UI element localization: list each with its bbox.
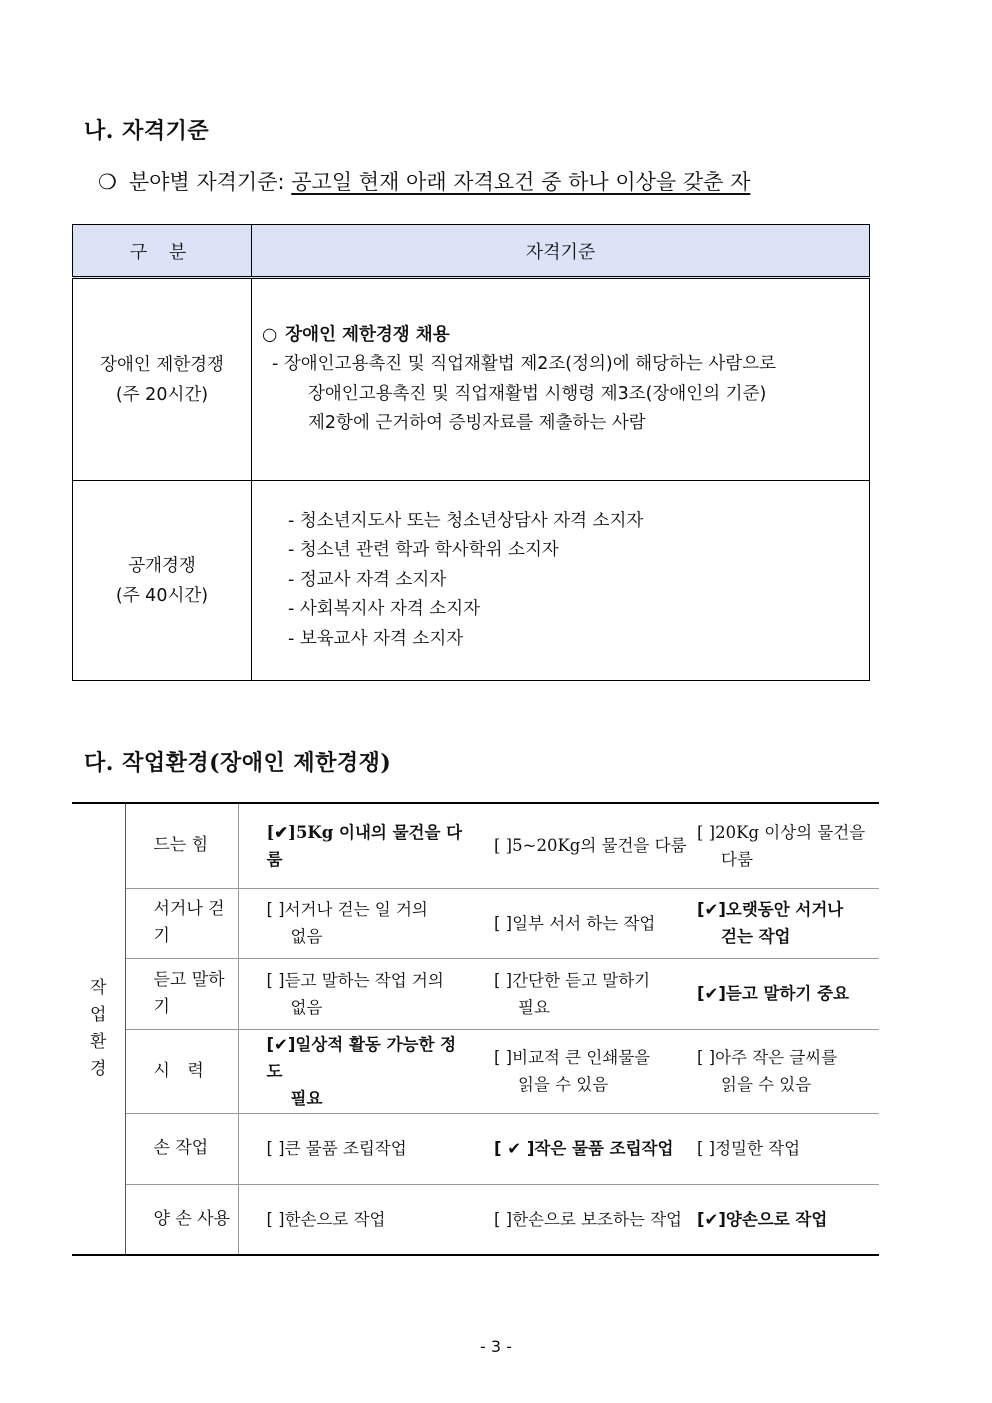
table-row <box>73 278 870 481</box>
env-option <box>238 888 466 958</box>
side-label-char: 작 <box>90 978 107 998</box>
header-criteria: 자격기준 <box>252 225 870 278</box>
env-category-text: 드는 힘 <box>153 835 209 856</box>
list-item: - 청소년지도사 또는 청소년상담사 자격 소지자 <box>288 510 644 531</box>
env-option <box>238 1113 466 1184</box>
env-category-text: 시 력 <box>153 1060 210 1081</box>
side-label-char: 업 <box>90 1005 107 1025</box>
option-text-wrap: 읽을 수 있음 <box>721 1075 812 1094</box>
env-category-text: 서거나 걷 <box>153 899 225 919</box>
env-option <box>687 1113 879 1184</box>
option-text: [✔]5Kg 이내의 물건을 다룸 <box>266 822 463 869</box>
env-option <box>466 1029 687 1113</box>
category-cell <box>73 481 252 681</box>
option-text: [ ]한손으로 작업 <box>266 1209 386 1229</box>
env-option <box>687 803 879 888</box>
option-text: [ ]듣고 말하는 작업 거의 <box>266 970 444 990</box>
table-row <box>72 958 879 1029</box>
criteria-underlined-text: 공고일 현재 아래 자격요건 중 하나 이상을 갖춘 자 <box>291 170 751 194</box>
side-label-char: 경 <box>90 1059 107 1079</box>
circle-bullet-icon: ❍ <box>98 170 117 194</box>
env-category <box>125 888 238 958</box>
option-text: [ ]한손으로 보조하는 작업 <box>494 1209 682 1229</box>
side-label-char: 환 <box>90 1032 107 1052</box>
option-text-wrap: 다룸 <box>721 849 753 869</box>
qualification-table <box>72 224 870 681</box>
category-hours: (주 20시간) <box>115 384 209 405</box>
option-text: [✔]일상적 활동 가능한 정도 <box>266 1034 457 1081</box>
env-option-checked <box>466 1113 687 1184</box>
table-row <box>73 481 870 681</box>
section-title-qualifications: 나. 자격기준 <box>84 118 210 144</box>
option-text: [ ]20Kg 이상의 물건을 <box>697 822 866 842</box>
option-text: [ ]간단한 듣고 말하기 <box>494 970 651 990</box>
circle-icon: ○ <box>262 324 278 345</box>
option-text: [ ]아주 작은 글씨를 <box>697 1048 838 1067</box>
option-text: [ ]서거나 걷는 일 거의 <box>266 900 428 919</box>
option-text: [ ]큰 물품 조립작업 <box>266 1139 407 1158</box>
option-text: [ ]비교적 큰 인쇄물을 <box>494 1048 651 1067</box>
env-option <box>466 803 687 888</box>
list-item: - 사회복지사 자격 소지자 <box>288 599 481 620</box>
env-option-checked <box>687 1184 879 1255</box>
option-text-wrap: 없음 <box>290 997 323 1017</box>
env-option <box>238 1184 466 1255</box>
env-option <box>466 958 687 1029</box>
side-label <box>72 803 125 1255</box>
list-item: - 정교사 자격 소지자 <box>288 569 447 590</box>
category-name: 장애인 제한경쟁 <box>100 354 224 375</box>
work-environment-table <box>72 802 879 1256</box>
env-option-checked <box>687 888 879 958</box>
list-item: - 보육교사 자격 소지자 <box>288 628 464 649</box>
criteria-detail-continued: 제2항에 근거하여 증빙자료를 제출하는 사람 <box>308 413 646 433</box>
criteria-cell <box>252 481 870 681</box>
list-item: - 청소년 관련 학과 학사학위 소지자 <box>288 540 559 561</box>
env-category-text: 기 <box>153 926 170 946</box>
env-category-text: 양 손 사용 <box>153 1208 230 1229</box>
table-row <box>72 1184 879 1255</box>
env-option-checked <box>687 958 879 1029</box>
env-option <box>466 888 687 958</box>
table-row <box>72 803 879 888</box>
env-option <box>466 1184 687 1255</box>
env-option <box>238 958 466 1029</box>
env-option <box>687 1029 879 1113</box>
category-name: 공개경쟁 <box>128 555 196 576</box>
criteria-label: 분야별 자격기준: <box>128 170 292 194</box>
env-category <box>125 1113 238 1184</box>
category-cell <box>73 278 252 481</box>
qualification-table-header <box>73 225 870 278</box>
category-hours: (주 40시간) <box>115 585 209 606</box>
section-title-work-environment: 다. 작업환경(장애인 제한경쟁) <box>84 750 392 776</box>
env-category-text: 듣고 말하 <box>153 969 225 990</box>
env-category-text: 기 <box>153 996 170 1017</box>
table-row <box>72 1029 879 1113</box>
option-text: [ ✔ ]작은 물품 조립작업 <box>494 1139 674 1158</box>
env-option-checked <box>238 1029 466 1113</box>
criteria-summary <box>98 166 750 196</box>
option-text: [ ]일부 서서 하는 작업 <box>494 913 656 933</box>
table-row <box>72 888 879 958</box>
option-text: [✔]양손으로 작업 <box>697 1209 828 1229</box>
option-text: [ ]정밀한 작업 <box>697 1139 801 1158</box>
criteria-heading <box>252 321 869 351</box>
option-text-wrap: 필요 <box>290 1088 323 1108</box>
table-row <box>72 1113 879 1184</box>
option-text: [✔]듣고 말하기 중요 <box>697 984 849 1003</box>
option-text: [ ]5~20Kg의 물건을 다룸 <box>494 836 687 856</box>
criteria-heading-text: 장애인 제한경쟁 채용 <box>285 324 450 345</box>
env-category <box>125 1184 238 1255</box>
option-text-wrap: 읽을 수 있음 <box>518 1075 609 1094</box>
criteria-cell <box>252 278 870 481</box>
option-text: [✔]오랫동안 서거나 <box>697 900 844 919</box>
option-text-wrap: 걷는 작업 <box>721 927 791 946</box>
env-option-checked <box>238 803 466 888</box>
header-category: 구 분 <box>73 225 252 278</box>
option-text-wrap: 필요 <box>518 997 550 1017</box>
env-category <box>125 803 238 888</box>
page-number: - 3 - <box>480 1337 512 1356</box>
env-category-text: 손 작업 <box>153 1138 209 1158</box>
env-category <box>125 1029 238 1113</box>
option-text-wrap: 없음 <box>290 927 323 946</box>
criteria-detail: - 장애인고용촉진 및 직업재활법 제2조(정의)에 해당하는 사람으로 <box>272 354 777 374</box>
criteria-detail-continued: 장애인고용촉진 및 직업재활법 시행령 제3조(장애인의 기준) <box>308 383 767 404</box>
env-category <box>125 958 238 1029</box>
